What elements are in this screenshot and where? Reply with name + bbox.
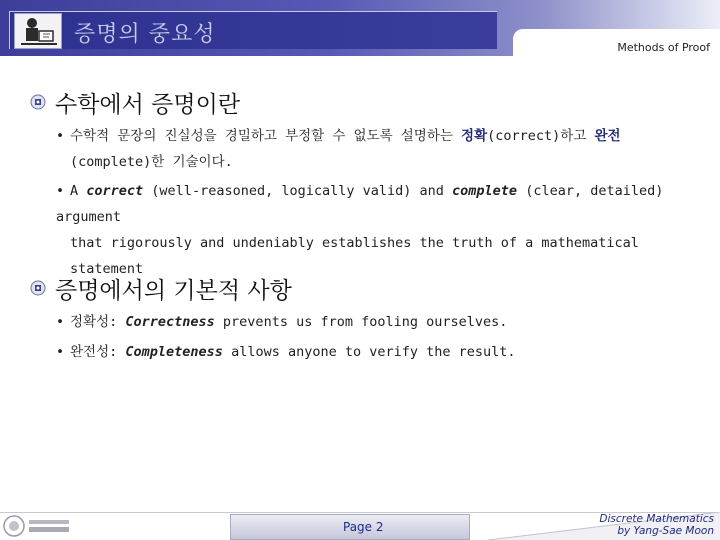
section-heading: 증명에서의 기본적 사항 bbox=[55, 278, 292, 304]
credit bbox=[599, 513, 714, 537]
section-heading: 수학에서 증명이란 bbox=[55, 92, 241, 118]
list-item: • 정확성: Correctness prevents us from fooling ourselves. bbox=[56, 314, 508, 330]
emphasis-term: correct bbox=[86, 183, 144, 199]
section-bullet-icon bbox=[30, 94, 46, 110]
page-number: Page 2 bbox=[343, 520, 384, 534]
university-logo bbox=[2, 514, 74, 538]
presenter-icon bbox=[15, 14, 61, 48]
emphasis-term: complete bbox=[452, 183, 518, 199]
section-bullet-icon bbox=[30, 280, 46, 296]
author-name: by Yang-Sae Moon bbox=[617, 525, 714, 537]
subject-label: Methods of Proof bbox=[617, 41, 710, 54]
highlight-term: 완전 bbox=[594, 128, 621, 144]
course-name: Discrete Mathematics bbox=[599, 513, 714, 525]
slide-title: 증명의 중요성 bbox=[74, 22, 216, 47]
list-item: • A correct (well-reasoned, logically valid) and complete (clear, detailed) argument that rigorously and undeniably establishes the truth of a mathematical statement bbox=[56, 183, 664, 277]
emphasis-term: Completeness bbox=[125, 344, 223, 360]
highlight-term: 정확 bbox=[461, 128, 488, 144]
presenter-logo bbox=[14, 13, 62, 49]
list-item: • 수학적 문장의 진실성을 경밀하고 부정할 수 없도록 설명하는 정확(correct)하고 완전 (complete)한 기술이다. bbox=[56, 128, 621, 170]
emphasis-term: Correctness bbox=[125, 314, 215, 330]
list-item: • 완전성: Completeness allows anyone to verify the result. bbox=[56, 344, 516, 360]
